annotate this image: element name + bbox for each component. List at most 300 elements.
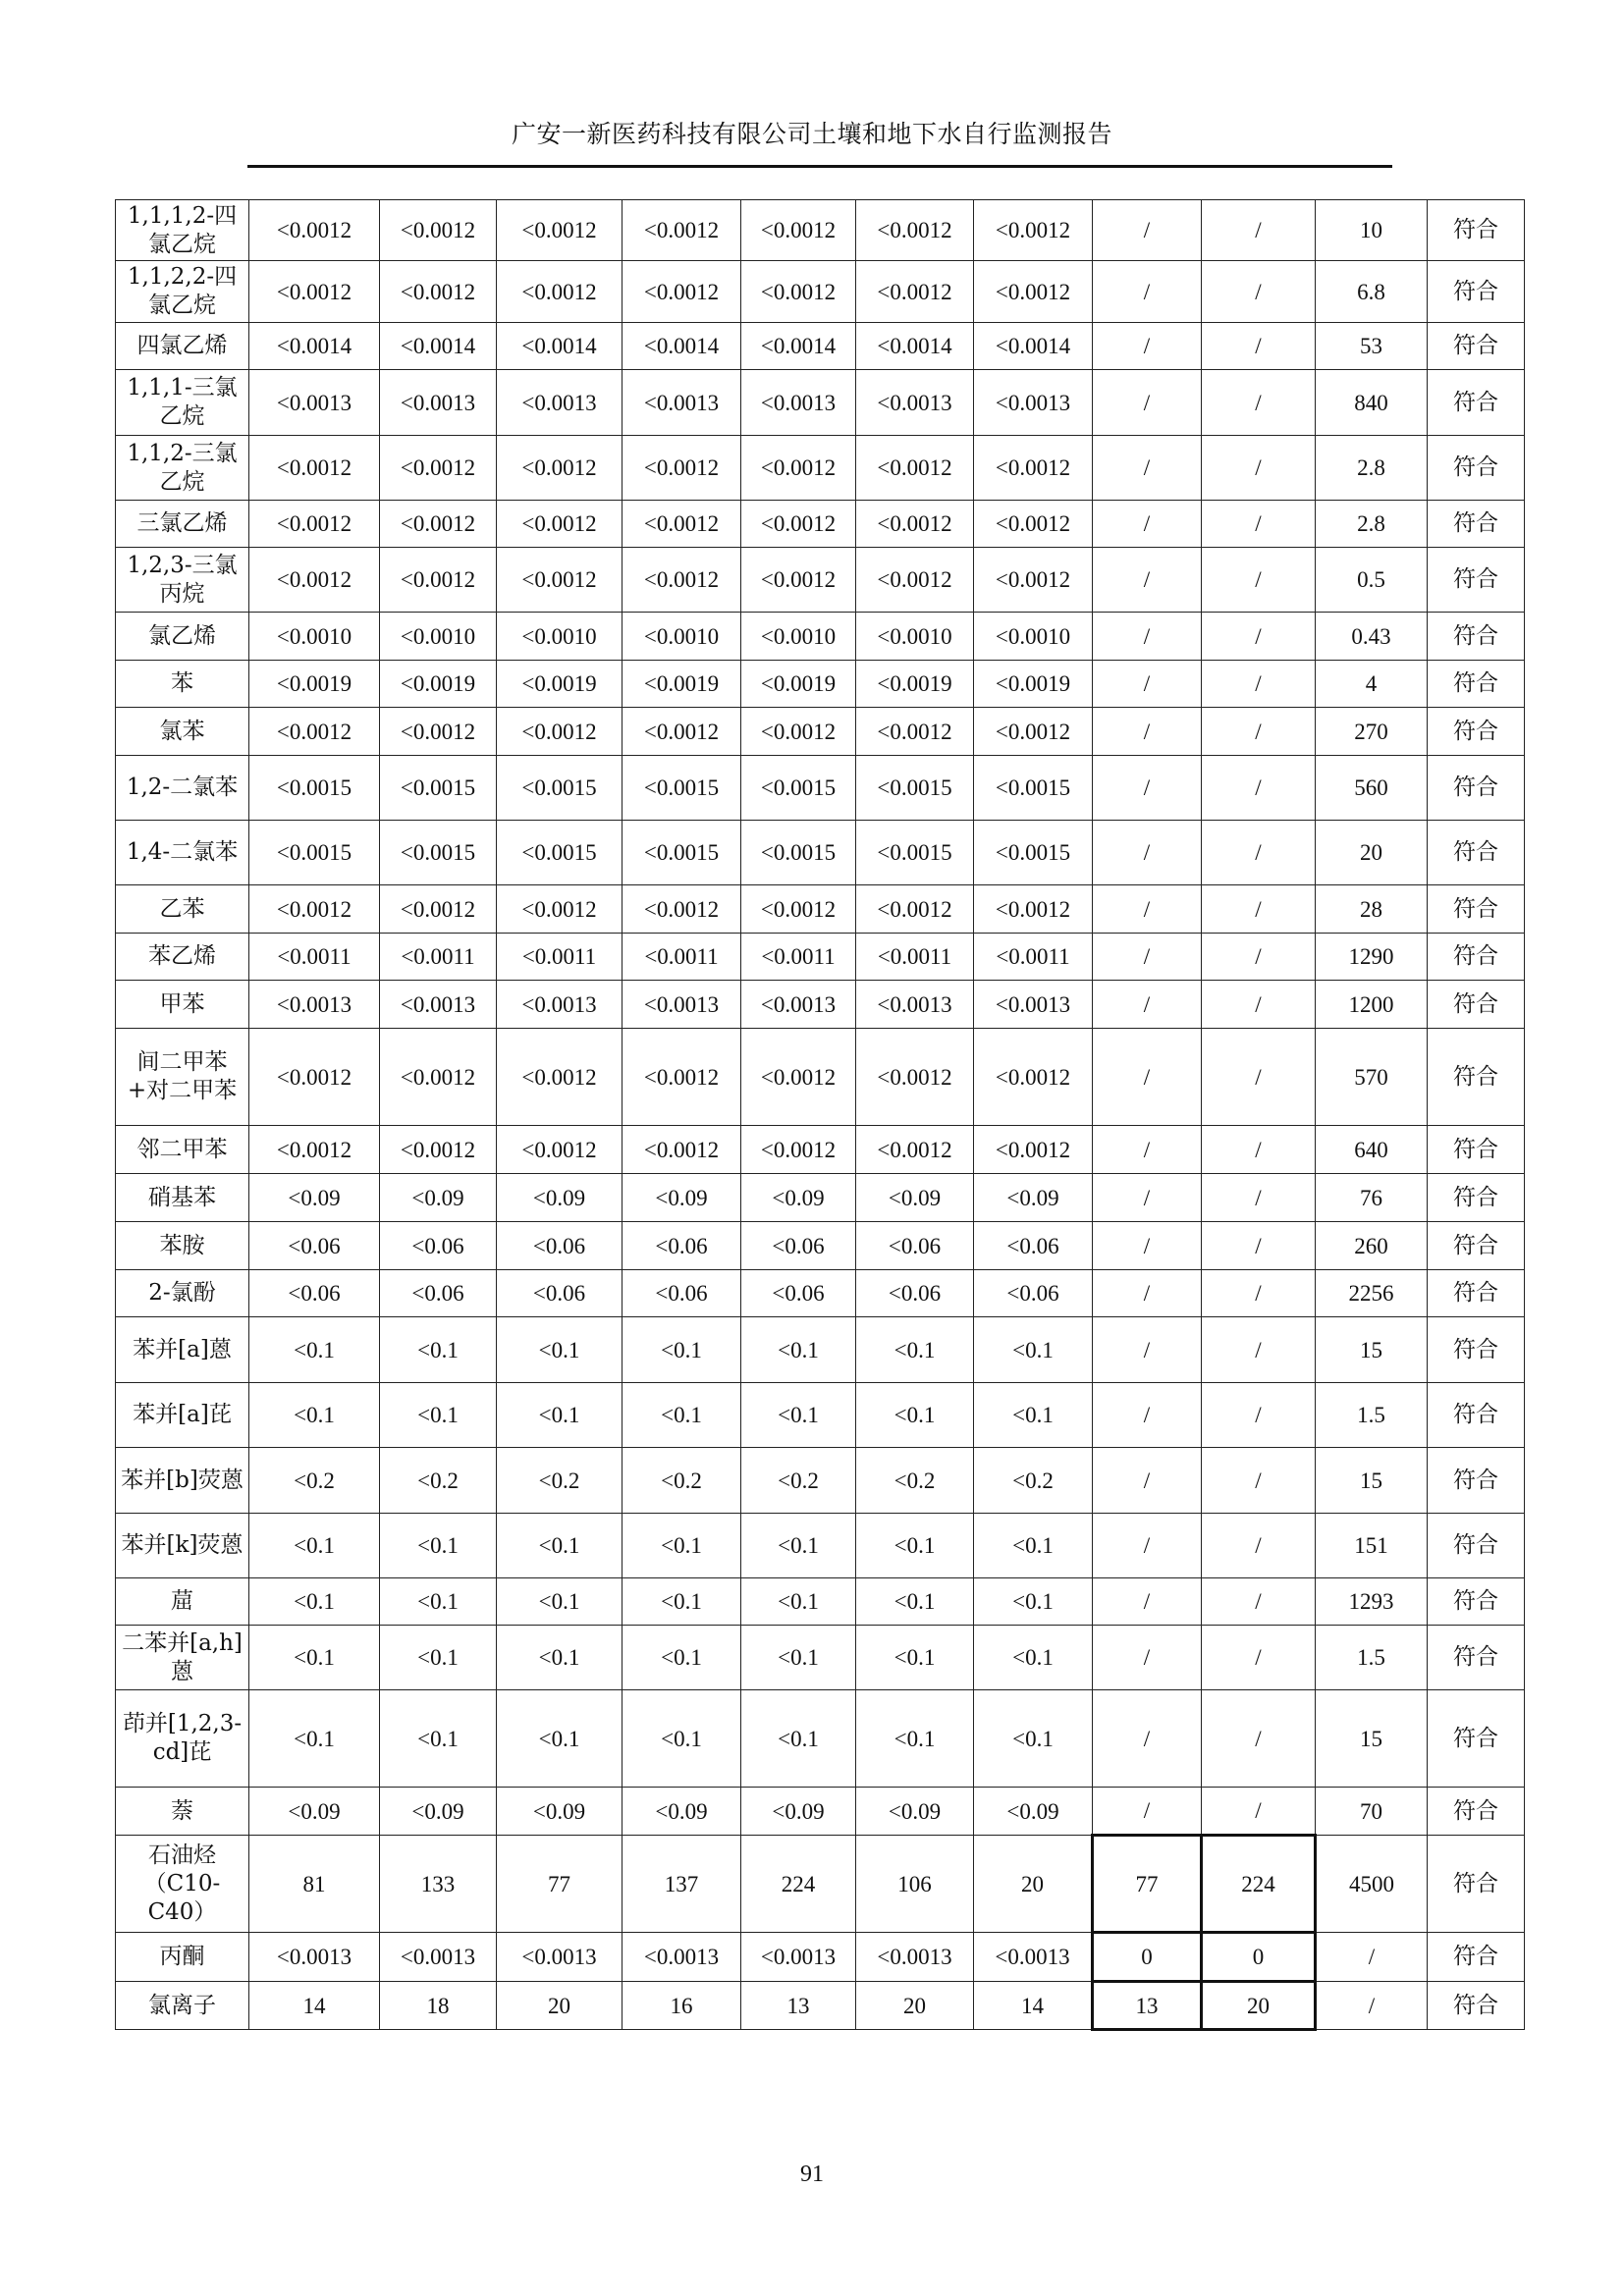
sample-value-cell: <0.06 bbox=[497, 1222, 623, 1270]
min-value-cell: / bbox=[1093, 1029, 1202, 1126]
max-value-cell: / bbox=[1202, 1029, 1316, 1126]
sample-value-cell: <0.0013 bbox=[497, 370, 623, 436]
sample-value-cell: <0.0015 bbox=[497, 756, 623, 821]
standard-value-cell: 2.8 bbox=[1316, 501, 1428, 548]
sample-value-cell: <0.1 bbox=[623, 1690, 741, 1788]
sample-value-cell: <0.0011 bbox=[974, 934, 1093, 981]
min-value-cell: / bbox=[1093, 708, 1202, 756]
verdict-cell: 符合 bbox=[1428, 613, 1525, 661]
sample-value-cell: <0.06 bbox=[741, 1270, 856, 1317]
sample-value-cell: <0.0012 bbox=[856, 1126, 974, 1174]
sample-value-cell: <0.1 bbox=[856, 1383, 974, 1448]
min-value-cell: / bbox=[1093, 821, 1202, 885]
max-value-cell: / bbox=[1202, 885, 1316, 934]
pollutant-name-cell: 二苯并[a,h]蒽 bbox=[116, 1626, 249, 1690]
sample-value-cell: <0.0019 bbox=[741, 661, 856, 708]
min-value-cell: / bbox=[1093, 934, 1202, 981]
table-row bbox=[116, 1174, 1525, 1222]
sample-value-cell: <0.0012 bbox=[856, 261, 974, 323]
sample-value-cell: <0.0015 bbox=[249, 821, 380, 885]
sample-value-cell: <0.0010 bbox=[623, 613, 741, 661]
sample-value-cell: <0.0013 bbox=[380, 1933, 497, 1982]
sample-value-cell: <0.1 bbox=[249, 1514, 380, 1578]
pollutant-name-cell: 1,1,1,2-四氯乙烷 bbox=[116, 200, 249, 261]
max-value-cell: / bbox=[1202, 1317, 1316, 1383]
max-value-cell: / bbox=[1202, 1383, 1316, 1448]
sample-value-cell: <0.0013 bbox=[623, 370, 741, 436]
sample-value-cell: <0.1 bbox=[856, 1690, 974, 1788]
sample-value-cell: <0.0012 bbox=[497, 501, 623, 548]
sample-value-cell: <0.1 bbox=[623, 1578, 741, 1626]
pollutant-name-cell: 乙苯 bbox=[116, 885, 249, 934]
sample-value-cell: <0.09 bbox=[623, 1174, 741, 1222]
sample-value-cell: <0.1 bbox=[856, 1578, 974, 1626]
sample-value-cell: <0.0012 bbox=[380, 1029, 497, 1126]
max-value-cell: / bbox=[1202, 981, 1316, 1029]
sample-value-cell: <0.06 bbox=[623, 1270, 741, 1317]
max-value-cell: / bbox=[1202, 436, 1316, 501]
results-table bbox=[115, 199, 1525, 2031]
sample-value-cell: <0.0010 bbox=[497, 613, 623, 661]
table-row bbox=[116, 1448, 1525, 1514]
sample-value-cell: 77 bbox=[497, 1836, 623, 1933]
sample-value-cell: <0.0019 bbox=[497, 661, 623, 708]
pollutant-name-cell: 1,2,3-三氯丙烷 bbox=[116, 548, 249, 613]
report-title: 广安一新医药科技有限公司土壤和地下水自行监测报告 bbox=[511, 120, 1112, 148]
sample-value-cell: <0.0013 bbox=[974, 370, 1093, 436]
sample-value-cell: <0.0013 bbox=[741, 1933, 856, 1982]
sample-value-cell: <0.0015 bbox=[380, 756, 497, 821]
sample-value-cell: <0.0012 bbox=[623, 548, 741, 613]
pollutant-name-cell: 1,1,1-三氯乙烷 bbox=[116, 370, 249, 436]
table-row bbox=[116, 370, 1525, 436]
sample-value-cell: <0.0012 bbox=[497, 885, 623, 934]
sample-value-cell: <0.0012 bbox=[741, 436, 856, 501]
max-value-cell: / bbox=[1202, 821, 1316, 885]
max-value-cell: / bbox=[1202, 1270, 1316, 1317]
sample-value-cell: <0.2 bbox=[974, 1448, 1093, 1514]
min-value-cell: / bbox=[1093, 1788, 1202, 1836]
sample-value-cell: <0.06 bbox=[249, 1270, 380, 1317]
sample-value-cell: <0.1 bbox=[741, 1690, 856, 1788]
max-value-cell: / bbox=[1202, 1514, 1316, 1578]
sample-value-cell: <0.0015 bbox=[380, 821, 497, 885]
sample-value-cell: <0.0012 bbox=[741, 708, 856, 756]
sample-value-cell: <0.0012 bbox=[974, 261, 1093, 323]
min-value-cell: / bbox=[1093, 661, 1202, 708]
results-table-body bbox=[116, 200, 1525, 2030]
sample-value-cell: <0.09 bbox=[741, 1788, 856, 1836]
min-value-cell: / bbox=[1093, 261, 1202, 323]
sample-value-cell: <0.09 bbox=[974, 1174, 1093, 1222]
sample-value-cell: <0.0013 bbox=[380, 981, 497, 1029]
sample-value-cell: <0.0012 bbox=[623, 885, 741, 934]
table-row bbox=[116, 708, 1525, 756]
min-value-cell: 77 bbox=[1093, 1836, 1202, 1933]
pollutant-name-cell: 茚并[1,2,3-cd]芘 bbox=[116, 1690, 249, 1788]
sample-value-cell: <0.1 bbox=[380, 1383, 497, 1448]
sample-value-cell: <0.0012 bbox=[249, 200, 380, 261]
sample-value-cell: <0.0015 bbox=[249, 756, 380, 821]
sample-value-cell: <0.0013 bbox=[856, 370, 974, 436]
sample-value-cell: <0.0013 bbox=[249, 1933, 380, 1982]
standard-value-cell: 4 bbox=[1316, 661, 1428, 708]
sample-value-cell: <0.0012 bbox=[741, 261, 856, 323]
verdict-cell: 符合 bbox=[1428, 1317, 1525, 1383]
verdict-cell: 符合 bbox=[1428, 200, 1525, 261]
table-row bbox=[116, 1514, 1525, 1578]
max-value-cell: 0 bbox=[1202, 1933, 1316, 1982]
table-row bbox=[116, 501, 1525, 548]
max-value-cell: / bbox=[1202, 200, 1316, 261]
sample-value-cell: <0.0012 bbox=[497, 261, 623, 323]
sample-value-cell: <0.1 bbox=[623, 1383, 741, 1448]
max-value-cell: / bbox=[1202, 1174, 1316, 1222]
sample-value-cell: <0.0012 bbox=[380, 200, 497, 261]
sample-value-cell: 16 bbox=[623, 1982, 741, 2030]
sample-value-cell: <0.1 bbox=[497, 1626, 623, 1690]
table-row bbox=[116, 1578, 1525, 1626]
page-number: 91 bbox=[800, 2162, 824, 2187]
sample-value-cell: <0.1 bbox=[623, 1317, 741, 1383]
min-value-cell: / bbox=[1093, 1383, 1202, 1448]
sample-value-cell: <0.2 bbox=[380, 1448, 497, 1514]
verdict-cell: 符合 bbox=[1428, 934, 1525, 981]
sample-value-cell: 18 bbox=[380, 1982, 497, 2030]
verdict-cell: 符合 bbox=[1428, 1982, 1525, 2030]
table-row bbox=[116, 1982, 1525, 2030]
pollutant-name-cell: 苯胺 bbox=[116, 1222, 249, 1270]
sample-value-cell: <0.0012 bbox=[380, 708, 497, 756]
sample-value-cell: <0.0013 bbox=[380, 370, 497, 436]
sample-value-cell: <0.0013 bbox=[856, 981, 974, 1029]
min-value-cell: / bbox=[1093, 885, 1202, 934]
sample-value-cell: <0.09 bbox=[380, 1174, 497, 1222]
sample-value-cell: <0.06 bbox=[497, 1270, 623, 1317]
sample-value-cell: <0.0012 bbox=[623, 708, 741, 756]
verdict-cell: 符合 bbox=[1428, 708, 1525, 756]
sample-value-cell: <0.0019 bbox=[249, 661, 380, 708]
pollutant-name-cell: 硝基苯 bbox=[116, 1174, 249, 1222]
sample-value-cell: <0.0013 bbox=[856, 1933, 974, 1982]
sample-value-cell: <0.0012 bbox=[741, 885, 856, 934]
max-value-cell: / bbox=[1202, 261, 1316, 323]
standard-value-cell: 1290 bbox=[1316, 934, 1428, 981]
pollutant-name-cell: 1,4-二氯苯 bbox=[116, 821, 249, 885]
standard-value-cell: 270 bbox=[1316, 708, 1428, 756]
sample-value-cell: <0.06 bbox=[380, 1222, 497, 1270]
header-divider bbox=[247, 165, 1392, 168]
sample-value-cell: <0.0012 bbox=[380, 436, 497, 501]
standard-value-cell: 560 bbox=[1316, 756, 1428, 821]
min-value-cell: / bbox=[1093, 1690, 1202, 1788]
verdict-cell: 符合 bbox=[1428, 323, 1525, 370]
verdict-cell: 符合 bbox=[1428, 1514, 1525, 1578]
sample-value-cell: <0.0012 bbox=[380, 1126, 497, 1174]
sample-value-cell: <0.1 bbox=[380, 1578, 497, 1626]
verdict-cell: 符合 bbox=[1428, 1578, 1525, 1626]
min-value-cell: / bbox=[1093, 1126, 1202, 1174]
sample-value-cell: <0.0012 bbox=[974, 200, 1093, 261]
sample-value-cell: <0.0012 bbox=[974, 548, 1093, 613]
verdict-cell: 符合 bbox=[1428, 370, 1525, 436]
sample-value-cell: <0.0014 bbox=[741, 323, 856, 370]
sample-value-cell: <0.0012 bbox=[856, 1029, 974, 1126]
sample-value-cell: <0.1 bbox=[497, 1317, 623, 1383]
sample-value-cell: <0.06 bbox=[974, 1270, 1093, 1317]
sample-value-cell: <0.0012 bbox=[974, 708, 1093, 756]
sample-value-cell: <0.0013 bbox=[623, 1933, 741, 1982]
max-value-cell: / bbox=[1202, 613, 1316, 661]
table-row bbox=[116, 1222, 1525, 1270]
pollutant-name-cell: 苯并[a]蒽 bbox=[116, 1317, 249, 1383]
table-row bbox=[116, 1933, 1525, 1982]
table-row bbox=[116, 934, 1525, 981]
sample-value-cell: <0.0012 bbox=[497, 708, 623, 756]
verdict-cell: 符合 bbox=[1428, 1690, 1525, 1788]
standard-value-cell: 1293 bbox=[1316, 1578, 1428, 1626]
sample-value-cell: <0.1 bbox=[856, 1317, 974, 1383]
sample-value-cell: <0.0012 bbox=[623, 1126, 741, 1174]
sample-value-cell: <0.1 bbox=[623, 1626, 741, 1690]
pollutant-name-cell: 甲苯 bbox=[116, 981, 249, 1029]
sample-value-cell: <0.1 bbox=[497, 1514, 623, 1578]
sample-value-cell: <0.0014 bbox=[623, 323, 741, 370]
table-row bbox=[116, 548, 1525, 613]
sample-value-cell: <0.0013 bbox=[741, 370, 856, 436]
sample-value-cell: <0.0012 bbox=[741, 1029, 856, 1126]
sample-value-cell: <0.0012 bbox=[974, 885, 1093, 934]
standard-value-cell: / bbox=[1316, 1933, 1428, 1982]
min-value-cell: / bbox=[1093, 1514, 1202, 1578]
sample-value-cell: <0.0010 bbox=[974, 613, 1093, 661]
standard-value-cell: 15 bbox=[1316, 1690, 1428, 1788]
sample-value-cell: <0.0014 bbox=[974, 323, 1093, 370]
verdict-cell: 符合 bbox=[1428, 1174, 1525, 1222]
sample-value-cell: <0.06 bbox=[623, 1222, 741, 1270]
max-value-cell: / bbox=[1202, 323, 1316, 370]
min-value-cell: / bbox=[1093, 1626, 1202, 1690]
verdict-cell: 符合 bbox=[1428, 821, 1525, 885]
sample-value-cell: <0.0012 bbox=[623, 436, 741, 501]
sample-value-cell: <0.1 bbox=[974, 1626, 1093, 1690]
sample-value-cell: <0.2 bbox=[741, 1448, 856, 1514]
sample-value-cell: <0.0013 bbox=[741, 981, 856, 1029]
sample-value-cell: <0.0012 bbox=[974, 1126, 1093, 1174]
sample-value-cell: 137 bbox=[623, 1836, 741, 1933]
pollutant-name-cell: 氯苯 bbox=[116, 708, 249, 756]
min-value-cell: / bbox=[1093, 323, 1202, 370]
sample-value-cell: <0.0012 bbox=[741, 1126, 856, 1174]
min-value-cell: 0 bbox=[1093, 1933, 1202, 1982]
min-value-cell: / bbox=[1093, 756, 1202, 821]
sample-value-cell: <0.09 bbox=[856, 1788, 974, 1836]
sample-value-cell: <0.0012 bbox=[497, 436, 623, 501]
table-row bbox=[116, 1690, 1525, 1788]
sample-value-cell: 20 bbox=[856, 1982, 974, 2030]
pollutant-name-cell: 1,1,2,2-四氯乙烷 bbox=[116, 261, 249, 323]
table-row bbox=[116, 200, 1525, 261]
sample-value-cell: <0.1 bbox=[974, 1690, 1093, 1788]
sample-value-cell: <0.0012 bbox=[856, 501, 974, 548]
table-row bbox=[116, 1317, 1525, 1383]
table-row bbox=[116, 613, 1525, 661]
min-value-cell: / bbox=[1093, 548, 1202, 613]
verdict-cell: 符合 bbox=[1428, 1029, 1525, 1126]
standard-value-cell: 70 bbox=[1316, 1788, 1428, 1836]
standard-value-cell: 260 bbox=[1316, 1222, 1428, 1270]
min-value-cell: / bbox=[1093, 1174, 1202, 1222]
min-value-cell: / bbox=[1093, 370, 1202, 436]
pollutant-name-cell: 萘 bbox=[116, 1788, 249, 1836]
sample-value-cell: 13 bbox=[741, 1982, 856, 2030]
standard-value-cell: 76 bbox=[1316, 1174, 1428, 1222]
sample-value-cell: <0.0011 bbox=[856, 934, 974, 981]
verdict-cell: 符合 bbox=[1428, 1270, 1525, 1317]
sample-value-cell: <0.0011 bbox=[741, 934, 856, 981]
sample-value-cell: <0.1 bbox=[380, 1690, 497, 1788]
sample-value-cell: <0.1 bbox=[249, 1690, 380, 1788]
pollutant-name-cell: 四氯乙烯 bbox=[116, 323, 249, 370]
sample-value-cell: <0.0019 bbox=[623, 661, 741, 708]
table-row bbox=[116, 981, 1525, 1029]
max-value-cell: / bbox=[1202, 1578, 1316, 1626]
standard-value-cell: 1.5 bbox=[1316, 1383, 1428, 1448]
max-value-cell: / bbox=[1202, 756, 1316, 821]
standard-value-cell: 570 bbox=[1316, 1029, 1428, 1126]
sample-value-cell: <0.0012 bbox=[380, 501, 497, 548]
sample-value-cell: <0.0015 bbox=[856, 821, 974, 885]
standard-value-cell: 10 bbox=[1316, 200, 1428, 261]
max-value-cell: / bbox=[1202, 934, 1316, 981]
sample-value-cell: <0.0012 bbox=[249, 708, 380, 756]
table-row bbox=[116, 1626, 1525, 1690]
sample-value-cell: <0.1 bbox=[249, 1317, 380, 1383]
verdict-cell: 符合 bbox=[1428, 1222, 1525, 1270]
sample-value-cell: <0.1 bbox=[856, 1626, 974, 1690]
sample-value-cell: <0.0019 bbox=[856, 661, 974, 708]
sample-value-cell: <0.0010 bbox=[741, 613, 856, 661]
sample-value-cell: <0.0012 bbox=[741, 501, 856, 548]
sample-value-cell: <0.06 bbox=[249, 1222, 380, 1270]
table-row bbox=[116, 821, 1525, 885]
max-value-cell: / bbox=[1202, 661, 1316, 708]
standard-value-cell: 1.5 bbox=[1316, 1626, 1428, 1690]
max-value-cell: 224 bbox=[1202, 1836, 1316, 1933]
sample-value-cell: <0.0012 bbox=[497, 200, 623, 261]
sample-value-cell: 20 bbox=[497, 1982, 623, 2030]
verdict-cell: 符合 bbox=[1428, 501, 1525, 548]
table-row bbox=[116, 1383, 1525, 1448]
sample-value-cell: <0.0015 bbox=[856, 756, 974, 821]
sample-value-cell: <0.0011 bbox=[623, 934, 741, 981]
sample-value-cell: <0.0012 bbox=[380, 885, 497, 934]
pollutant-name-cell: 1,2-二氯苯 bbox=[116, 756, 249, 821]
sample-value-cell: <0.1 bbox=[741, 1383, 856, 1448]
sample-value-cell: <0.0012 bbox=[623, 200, 741, 261]
verdict-cell: 符合 bbox=[1428, 1448, 1525, 1514]
sample-value-cell: <0.0012 bbox=[741, 548, 856, 613]
sample-value-cell: <0.2 bbox=[497, 1448, 623, 1514]
table-row bbox=[116, 885, 1525, 934]
standard-value-cell: 15 bbox=[1316, 1448, 1428, 1514]
pollutant-name-cell: 苯并[a]芘 bbox=[116, 1383, 249, 1448]
min-value-cell: / bbox=[1093, 1578, 1202, 1626]
standard-value-cell: 2256 bbox=[1316, 1270, 1428, 1317]
sample-value-cell: <0.0012 bbox=[249, 885, 380, 934]
max-value-cell: 20 bbox=[1202, 1982, 1316, 2030]
sample-value-cell: <0.0015 bbox=[974, 821, 1093, 885]
pollutant-name-cell: 1,1,2-三氯乙烷 bbox=[116, 436, 249, 501]
sample-value-cell: <0.0012 bbox=[249, 1126, 380, 1174]
min-value-cell: / bbox=[1093, 1270, 1202, 1317]
sample-value-cell: <0.0012 bbox=[741, 200, 856, 261]
sample-value-cell: 14 bbox=[249, 1982, 380, 2030]
standard-value-cell: 0.5 bbox=[1316, 548, 1428, 613]
sample-value-cell: <0.0015 bbox=[741, 756, 856, 821]
sample-value-cell: <0.0012 bbox=[497, 1029, 623, 1126]
sample-value-cell: <0.09 bbox=[249, 1788, 380, 1836]
max-value-cell: / bbox=[1202, 501, 1316, 548]
pollutant-name-cell: 䓛 bbox=[116, 1578, 249, 1626]
sample-value-cell: <0.0013 bbox=[249, 981, 380, 1029]
verdict-cell: 符合 bbox=[1428, 661, 1525, 708]
sample-value-cell: <0.0012 bbox=[856, 548, 974, 613]
sample-value-cell: <0.1 bbox=[497, 1690, 623, 1788]
verdict-cell: 符合 bbox=[1428, 548, 1525, 613]
max-value-cell: / bbox=[1202, 1626, 1316, 1690]
table-row bbox=[116, 1270, 1525, 1317]
standard-value-cell: 20 bbox=[1316, 821, 1428, 885]
sample-value-cell: 14 bbox=[974, 1982, 1093, 2030]
sample-value-cell: <0.0015 bbox=[974, 756, 1093, 821]
sample-value-cell: <0.0013 bbox=[623, 981, 741, 1029]
min-value-cell: / bbox=[1093, 200, 1202, 261]
sample-value-cell: <0.0015 bbox=[497, 821, 623, 885]
sample-value-cell: <0.1 bbox=[974, 1578, 1093, 1626]
sample-value-cell: <0.1 bbox=[741, 1317, 856, 1383]
sample-value-cell: <0.09 bbox=[380, 1788, 497, 1836]
pollutant-name-cell: 苯并[b]荧蒽 bbox=[116, 1448, 249, 1514]
sample-value-cell: <0.0014 bbox=[380, 323, 497, 370]
sample-value-cell: <0.0015 bbox=[623, 756, 741, 821]
sample-value-cell: <0.09 bbox=[856, 1174, 974, 1222]
sample-value-cell: <0.09 bbox=[623, 1788, 741, 1836]
table-row bbox=[116, 261, 1525, 323]
sample-value-cell: <0.09 bbox=[741, 1174, 856, 1222]
sample-value-cell: <0.0012 bbox=[974, 1029, 1093, 1126]
sample-value-cell: <0.0012 bbox=[380, 261, 497, 323]
standard-value-cell: 151 bbox=[1316, 1514, 1428, 1578]
table-row bbox=[116, 756, 1525, 821]
sample-value-cell: <0.0010 bbox=[856, 613, 974, 661]
sample-value-cell: <0.0010 bbox=[380, 613, 497, 661]
sample-value-cell: <0.1 bbox=[974, 1514, 1093, 1578]
min-value-cell: / bbox=[1093, 436, 1202, 501]
max-value-cell: / bbox=[1202, 1690, 1316, 1788]
verdict-cell: 符合 bbox=[1428, 261, 1525, 323]
min-value-cell: / bbox=[1093, 1448, 1202, 1514]
max-value-cell: / bbox=[1202, 548, 1316, 613]
sample-value-cell: <0.1 bbox=[380, 1514, 497, 1578]
sample-value-cell: <0.1 bbox=[741, 1514, 856, 1578]
max-value-cell: / bbox=[1202, 1222, 1316, 1270]
sample-value-cell: <0.06 bbox=[856, 1270, 974, 1317]
sample-value-cell: <0.1 bbox=[249, 1626, 380, 1690]
sample-value-cell: <0.0012 bbox=[497, 548, 623, 613]
sample-value-cell: <0.0011 bbox=[249, 934, 380, 981]
verdict-cell: 符合 bbox=[1428, 1626, 1525, 1690]
